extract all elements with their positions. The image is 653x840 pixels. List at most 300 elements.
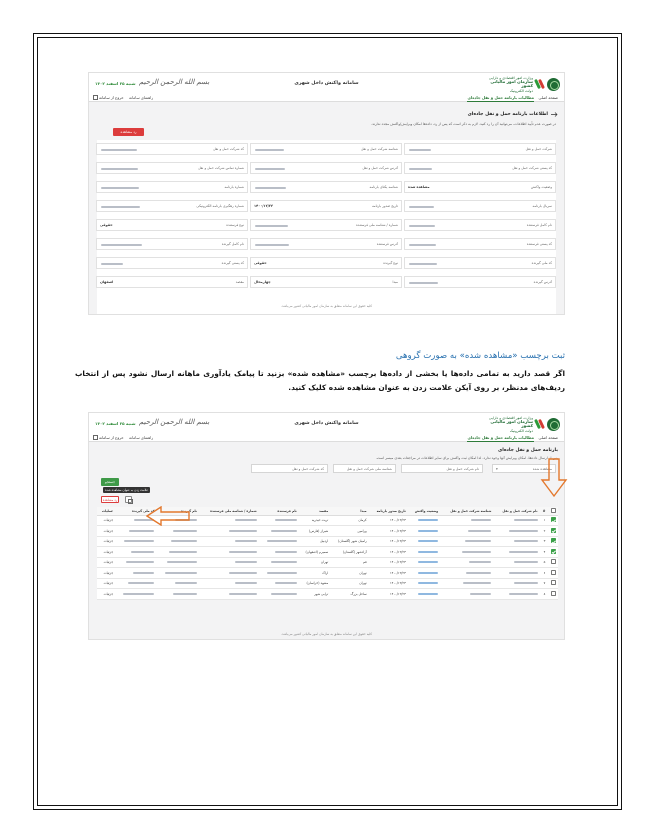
row-checkbox[interactable]	[551, 591, 556, 596]
status-badge	[418, 519, 438, 521]
row-number: ۶	[540, 568, 548, 579]
redacted-value	[169, 551, 197, 553]
redacted-cell	[259, 536, 299, 547]
field-label: آدرس شرکت حمل و نقل	[362, 166, 398, 170]
column-header: شناسه شرکت حمل و نقل	[440, 507, 493, 515]
destination-cell: ترابی شهر	[299, 589, 331, 600]
field-label: شرکت حمل و نقل	[525, 147, 552, 151]
redacted-value	[514, 582, 538, 584]
organization-name: وزارت امور اقتصادی و دارایی سازمان امور مالیاتی کشور دولت الکترونیک	[488, 416, 533, 433]
waybill-form	[97, 140, 556, 315]
redacted-cell	[156, 568, 198, 579]
field-label: کد شرکت حمل و نقل	[213, 147, 244, 151]
status-badge	[418, 530, 438, 532]
redacted-cell	[440, 547, 493, 558]
field-label: کد پستی فرستنده	[526, 242, 552, 246]
column-header: تاریخ صدور بارنامه	[369, 507, 408, 515]
field-value: اصفهان	[100, 280, 114, 284]
redacted-value	[409, 244, 436, 247]
field-label: مبدا	[392, 280, 398, 284]
redacted-value	[267, 540, 297, 542]
redacted-value	[173, 530, 197, 532]
tooltip: علامت زدن به عنوان مشاهده شده	[105, 488, 149, 492]
redacted-value	[123, 593, 154, 595]
field-label: تاریخ صدور بارنامه	[371, 204, 398, 208]
field-label: نوع فرستنده	[226, 223, 244, 227]
status-badge	[418, 593, 438, 595]
status-cell	[408, 526, 440, 537]
help-link[interactable]: راهنمای سامانه	[129, 95, 154, 100]
column-header: نام گیرنده	[156, 507, 198, 515]
section-heading: ثبت برچسب «مشاهده شده» به صورت گروهی	[395, 351, 565, 361]
redacted-cell	[115, 547, 156, 558]
nav-waybills[interactable]: مطالبات بارنامه حمل و نقل جاده‌ای	[467, 95, 534, 100]
redacted-value	[173, 593, 197, 595]
status-cell	[408, 589, 440, 600]
instruction-paragraph: اگر قصد دارید به تمامی داده‌ها یا بخشی از داده‌ها برچسب «مشاهده شده» بزنید تا پیامک یادآوری ماهانه ارسال نشود پس از انتخاب ردیف‌های مدنظر، بر روی آیکن علامت زدن به عنوان مشاهده شده کلیک کنید.	[75, 369, 565, 392]
redacted-value	[271, 593, 297, 595]
date-cell: ۱۴۰۰/۱۲/۲۳	[369, 547, 408, 558]
row-number: ۱	[540, 515, 548, 526]
destination-cell: اردبیل	[299, 536, 331, 547]
redacted-value	[175, 582, 197, 584]
redacted-value	[271, 530, 297, 532]
redacted-value	[101, 168, 138, 171]
redacted-cell	[115, 568, 156, 579]
redacted-cell	[259, 589, 299, 600]
form-field	[96, 143, 248, 155]
form-field	[404, 276, 556, 288]
redacted-cell	[440, 578, 493, 589]
logout-button[interactable]: خروج از سامانه	[93, 95, 124, 100]
redacted-value	[255, 187, 286, 190]
redacted-cell	[259, 578, 299, 589]
redacted-cell	[493, 589, 539, 600]
details-link[interactable]: جزئیات	[97, 536, 115, 547]
redacted-cell	[259, 568, 299, 579]
company-name-filter[interactable]: نام شرکت حمل و نقل	[401, 464, 483, 473]
date-cell: ۱۴۰۰/۱۲/۲۳	[369, 536, 408, 547]
field-value: حقوقی	[100, 223, 113, 227]
origin-cell: کرمان	[330, 515, 368, 526]
redacted-value	[271, 561, 297, 563]
redacted-value	[509, 551, 538, 553]
select-all-checkbox[interactable]	[551, 508, 556, 513]
redacted-cell	[493, 536, 539, 547]
details-link[interactable]: جزئیات	[97, 515, 115, 526]
field-label: شماره رهگیری بارنامه الکترونیکی	[196, 204, 244, 208]
field-value: حقوقی	[254, 261, 267, 265]
column-header: مبدا	[330, 507, 368, 515]
field-label: نام کامل گیرنده	[221, 242, 244, 246]
form-field	[404, 238, 556, 250]
redacted-cell	[199, 589, 259, 600]
table-row[interactable]	[97, 568, 558, 579]
redacted-cell	[156, 526, 198, 537]
form-field	[404, 257, 556, 269]
redacted-cell	[259, 526, 299, 537]
redacted-cell	[115, 589, 156, 600]
redacted-value	[235, 582, 257, 584]
field-value: چهارمحال	[254, 280, 271, 284]
form-field	[96, 219, 248, 231]
origin-cell: آزادشهر (گلستان)	[330, 547, 368, 558]
redacted-cell	[199, 557, 259, 568]
origin-cell: قم	[330, 557, 368, 568]
redacted-cell	[493, 515, 539, 526]
field-label: سریال بارنامه	[532, 204, 552, 208]
origin-cell: ساحل بزرگ	[330, 589, 368, 600]
redacted-value	[229, 551, 257, 553]
field-label: نام کامل فرستنده	[526, 223, 552, 227]
select-all-cell[interactable]	[547, 507, 558, 515]
form-field	[404, 181, 556, 193]
system-title: سامانه واکنش داخل شهری	[294, 81, 359, 86]
row-number: ۴	[540, 547, 548, 558]
date-cell: ۱۴۰۰/۱۲/۲۳	[369, 526, 408, 537]
field-label: آدرس گیرنده	[533, 280, 552, 284]
redacted-value	[514, 561, 538, 563]
redacted-value	[409, 263, 437, 266]
navbar	[89, 93, 564, 102]
section-title: اطلاعات بارنامه حمل و نقل جاده‌ای	[468, 112, 558, 117]
destination-cell: شیراز (فارس)	[299, 526, 331, 537]
redacted-value	[275, 582, 297, 584]
redacted-value	[165, 572, 197, 574]
redacted-cell	[259, 547, 299, 558]
status-cell	[408, 568, 440, 579]
date-cell: ۱۴۰۰/۱۲/۲۳	[369, 589, 408, 600]
redacted-value	[235, 561, 257, 563]
nav-home[interactable]: صفحه اصلی	[538, 435, 558, 440]
redacted-value	[101, 244, 142, 247]
field-value: ۱۴۰۰/۱۲/۲۳	[254, 204, 274, 208]
logout-button[interactable]: خروج از سامانه	[93, 435, 124, 440]
form-field	[250, 143, 402, 155]
redacted-value	[255, 244, 289, 247]
form-field	[250, 276, 402, 288]
redacted-cell	[199, 526, 259, 537]
company-code-filter[interactable]: کد شرکت حمل و نقل	[251, 464, 328, 473]
redacted-cell	[440, 589, 493, 600]
redacted-value	[235, 519, 257, 521]
row-select-cell[interactable]	[547, 557, 558, 568]
field-label: کد ملی گیرنده	[531, 261, 552, 265]
redacted-cell	[493, 557, 539, 568]
column-header: کد ملی گیرنده	[115, 507, 156, 515]
date-cell: ۱۴۰۰/۱۲/۲۳	[369, 515, 408, 526]
column-header: مقصد	[299, 507, 331, 515]
redacted-value	[462, 551, 491, 553]
redacted-value	[409, 206, 434, 209]
origin-cell: رامیان شهر (گلستان)	[330, 536, 368, 547]
logout-icon	[93, 435, 98, 440]
redacted-cell	[493, 526, 539, 537]
status-cell	[408, 515, 440, 526]
row-checkbox[interactable]	[551, 549, 556, 554]
details-link[interactable]: جزئیات	[97, 547, 115, 558]
status-badge	[418, 582, 438, 584]
redacted-value	[229, 593, 257, 595]
redacted-cell	[440, 526, 493, 537]
redacted-value	[409, 149, 431, 152]
row-number: ۸	[540, 589, 548, 600]
redacted-cell	[156, 578, 198, 589]
form-field	[250, 200, 402, 212]
organization-name: وزارت امور اقتصادی و دارایی سازمان امور مالیاتی کشور دولت الکترونیک	[488, 76, 533, 93]
redacted-value	[509, 572, 538, 574]
redacted-value	[255, 149, 284, 152]
redacted-value	[275, 551, 297, 553]
redacted-cell	[199, 515, 259, 526]
navbar	[89, 433, 564, 442]
notice-text: پس از ارسال داده‌ها، امکان ویرایش آنها وجود ندارد. لذا امکان ثبت واکنش برای سایر اطلاعات در مراجعات بعدی میسر است.	[375, 456, 558, 460]
redacted-value	[468, 530, 491, 532]
details-link[interactable]: جزئیات	[97, 578, 115, 589]
redacted-value	[466, 572, 491, 574]
redacted-cell	[156, 547, 198, 558]
redacted-value	[229, 572, 257, 574]
redacted-cell	[440, 536, 493, 547]
section-title: بارنامه حمل و نقل جاده‌ای	[498, 448, 558, 453]
field-label: شناسه شرکت حمل و نقل	[360, 147, 398, 151]
status-badge	[418, 551, 438, 553]
company-id-filter[interactable]: شناسه ملی شرکت حمل و نقل	[333, 464, 396, 473]
redacted-value	[255, 168, 285, 171]
form-field	[96, 257, 248, 269]
field-label: کد پستی گیرنده	[221, 261, 244, 265]
form-field	[250, 219, 402, 231]
field-label: آدرس فرستنده	[376, 242, 398, 246]
redacted-cell	[115, 536, 156, 547]
row-checkbox[interactable]	[551, 570, 556, 575]
redacted-value	[171, 540, 197, 542]
redacted-value	[409, 168, 432, 171]
redacted-value	[101, 187, 139, 190]
reject-button[interactable]: رد مشاهده	[102, 498, 118, 502]
redacted-value	[167, 561, 197, 563]
row-checkbox[interactable]	[551, 538, 556, 543]
redacted-cell	[493, 568, 539, 579]
status-badge	[418, 540, 438, 542]
row-select-cell[interactable]	[547, 568, 558, 579]
row-number: ۲	[540, 526, 548, 537]
form-field	[250, 257, 402, 269]
origin-cell: تهران	[330, 578, 368, 589]
date: شنبه ۲۵ اسفند ۱۴۰۲	[95, 421, 136, 426]
field-label: شماره / شناسه ملی فرستنده	[356, 223, 398, 227]
system-title: سامانه واکنش داخل شهری	[294, 421, 359, 426]
redacted-cell	[440, 515, 493, 526]
chevron-down-icon: ▾	[496, 467, 498, 471]
redacted-value	[101, 263, 123, 266]
redacted-value	[469, 561, 491, 563]
redacted-value	[471, 519, 491, 521]
status-cell	[408, 557, 440, 568]
form-field	[96, 276, 248, 288]
row-checkbox[interactable]	[551, 528, 556, 533]
redacted-cell	[440, 568, 493, 579]
nav-home[interactable]: صفحه اصلی	[538, 95, 558, 100]
form-field	[404, 143, 556, 155]
row-select-cell[interactable]	[547, 526, 558, 537]
redacted-cell	[493, 578, 539, 589]
redacted-cell	[259, 557, 299, 568]
back-arrow-icon[interactable]	[551, 112, 558, 117]
row-checkbox[interactable]	[551, 517, 556, 522]
row-select-cell[interactable]	[547, 589, 558, 600]
status-cell	[408, 578, 440, 589]
field-label: شماره بارنامه	[224, 185, 244, 189]
form-field	[250, 181, 402, 193]
copyright: کلیه حقوق این سامانه متعلق به سازمان امور مالیاتی کشور می‌باشد.	[281, 304, 372, 308]
column-header: شماره / شناسه ملی فرستنده	[199, 507, 259, 515]
destination-cell: تربت حیدریه	[299, 515, 331, 526]
redacted-cell	[115, 526, 156, 537]
filter-row	[97, 464, 556, 473]
row-number: ۷	[540, 578, 548, 589]
form-field	[404, 200, 556, 212]
column-header: #	[540, 507, 548, 515]
redacted-value	[275, 519, 297, 521]
redacted-cell	[156, 557, 198, 568]
date-cell: ۱۴۰۰/۱۲/۲۳	[369, 557, 408, 568]
app-header	[89, 73, 564, 93]
redacted-cell	[493, 547, 539, 558]
detail-screenshot	[88, 72, 565, 315]
redacted-value	[509, 593, 538, 595]
redacted-value	[255, 225, 288, 228]
row-checkbox[interactable]	[551, 580, 556, 585]
redacted-value	[409, 225, 435, 228]
table-row[interactable]	[97, 536, 558, 547]
page-body	[89, 102, 564, 314]
redacted-cell	[199, 568, 259, 579]
redacted-cell	[156, 536, 198, 547]
redacted-value	[267, 572, 297, 574]
status-cell	[408, 536, 440, 547]
details-link[interactable]: جزئیات	[97, 557, 115, 568]
column-header: وضعیت واکنش	[408, 507, 440, 515]
date-cell: ۱۴۰۰/۱۲/۲۳	[369, 568, 408, 579]
redacted-value	[101, 149, 137, 152]
destination-cell: مشهد (خراسان)	[299, 578, 331, 589]
destination-cell: سمیرم (اصفهان)	[299, 547, 331, 558]
form-field	[96, 238, 248, 250]
redacted-cell	[115, 557, 156, 568]
redacted-cell	[199, 536, 259, 547]
redacted-cell	[156, 589, 198, 600]
left-arrow-annotation	[146, 506, 190, 526]
field-label: شماره تماس شرکت حمل و نقل	[198, 166, 244, 170]
origin-cell: تهران	[330, 568, 368, 579]
redacted-value	[126, 561, 154, 563]
column-header: نام شرکت حمل و نقل	[493, 507, 539, 515]
logout-icon	[93, 95, 98, 100]
redacted-value	[409, 282, 438, 285]
redacted-value	[131, 551, 154, 553]
form-field	[96, 200, 248, 212]
form-field	[96, 162, 248, 174]
redacted-value	[470, 593, 491, 595]
redacted-value	[463, 582, 491, 584]
down-arrow-annotation	[540, 458, 568, 498]
row-select-cell[interactable]	[547, 536, 558, 547]
field-label: شناسه یکتای بارنامه	[369, 185, 398, 189]
mark-as-seen-icon[interactable]	[125, 496, 132, 503]
field-value: مشاهده شده	[408, 185, 430, 189]
redacted-value	[235, 540, 257, 542]
redacted-value	[509, 530, 538, 532]
destination-cell: تهران	[299, 557, 331, 568]
help-link[interactable]: راهنمای سامانه	[129, 435, 154, 440]
table-row[interactable]	[97, 526, 558, 537]
table-row[interactable]	[97, 557, 558, 568]
redacted-cell	[259, 515, 299, 526]
table-row[interactable]	[97, 578, 558, 589]
origin-cell: ورامین	[330, 526, 368, 537]
status-badge	[418, 561, 438, 563]
details-link[interactable]: جزئیات	[97, 589, 115, 600]
column-header: عملیات	[97, 507, 115, 515]
status-filter[interactable]: مشاهده شده ▾	[492, 464, 556, 473]
redacted-value	[129, 530, 154, 532]
notice-text: در صورت عدم تأیید اطلاعات، می‌توانید آن را رد کنید. لازم به ذکر است که پس از رد، داده‌ها امکان ویرایش/واکنش مجدد ندارند.	[371, 122, 556, 126]
redacted-value	[514, 540, 538, 542]
redacted-value	[465, 540, 491, 542]
copyright: کلیه حقوق این سامانه متعلق به سازمان امور مالیاتی کشور می‌باشد.	[281, 632, 372, 636]
redacted-cell	[440, 557, 493, 568]
form-field	[250, 162, 402, 174]
redacted-value	[514, 519, 538, 521]
row-number: ۵	[540, 557, 548, 568]
reject-button[interactable]: رد مشاهده	[113, 128, 144, 136]
calligraphy: بسم الله الرحمن الرحیم	[139, 78, 210, 86]
row-checkbox[interactable]	[551, 559, 556, 564]
table-row[interactable]	[97, 589, 558, 600]
destination-cell: اراک	[299, 568, 331, 579]
redacted-value	[229, 530, 257, 532]
field-label: نوع گیرنده	[383, 261, 398, 265]
redacted-value	[133, 572, 154, 574]
column-header: نام فرستنده	[259, 507, 299, 515]
status-cell	[408, 547, 440, 558]
row-select-cell[interactable]	[547, 515, 558, 526]
form-field	[96, 181, 248, 193]
redacted-value	[101, 206, 140, 209]
details-link[interactable]: جزئیات	[97, 568, 115, 579]
status-badge	[418, 572, 438, 574]
field-label: مقصد	[235, 280, 244, 284]
details-link[interactable]: جزئیات	[97, 526, 115, 537]
row-select-cell[interactable]	[547, 578, 558, 589]
app-header	[89, 413, 564, 433]
table-row[interactable]	[97, 547, 558, 558]
redacted-value	[124, 540, 154, 542]
form-field	[250, 238, 402, 250]
redacted-cell	[199, 578, 259, 589]
redacted-cell	[199, 547, 259, 558]
form-field	[404, 219, 556, 231]
calligraphy: بسم الله الرحمن الرحیم	[139, 418, 210, 426]
redacted-value	[128, 582, 154, 584]
nav-waybills[interactable]: مطالبات بارنامه حمل و نقل جاده‌ای	[467, 435, 534, 440]
field-label: وضعیت واکنش	[530, 185, 552, 189]
row-select-cell[interactable]	[547, 547, 558, 558]
search-button[interactable]: جستجو	[101, 478, 119, 486]
date: شنبه ۲۵ اسفند ۱۴۰۲	[95, 81, 136, 86]
list-screenshot	[88, 412, 565, 640]
